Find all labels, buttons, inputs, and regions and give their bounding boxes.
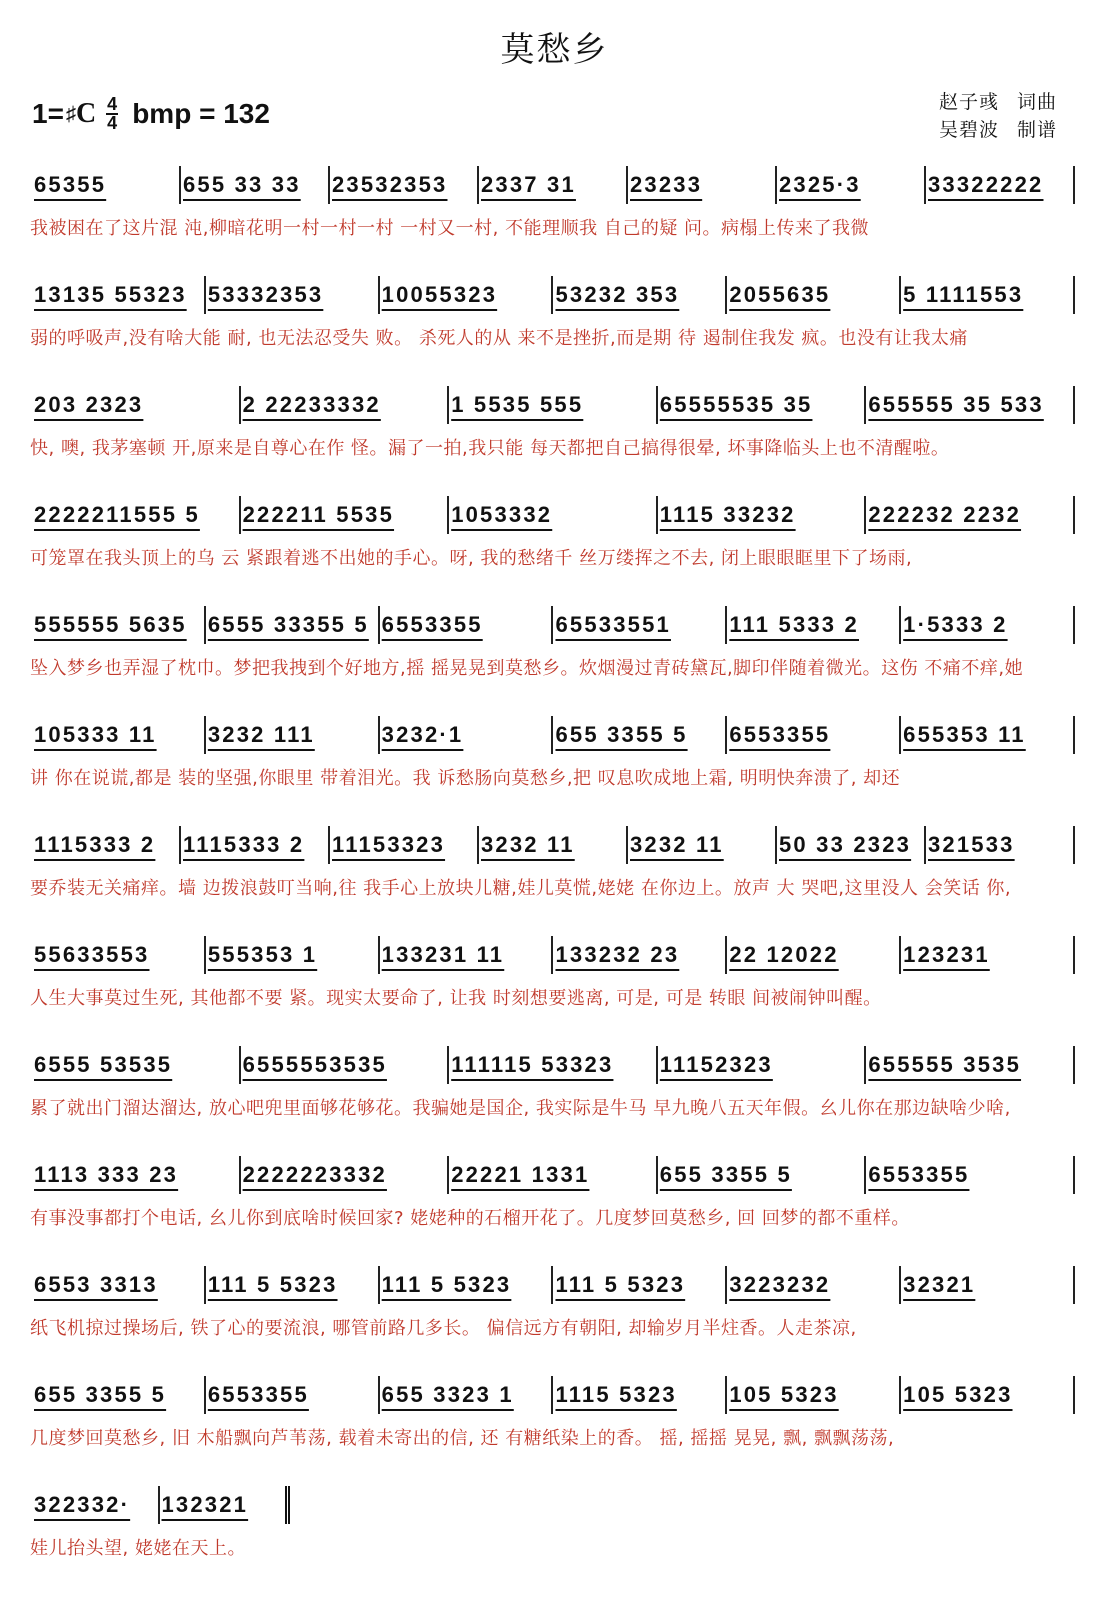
- measure: 6553355: [380, 606, 554, 644]
- score-line: [30, 930, 1075, 1040]
- measure: 53332353: [206, 276, 380, 314]
- measure: 53232 353: [553, 276, 727, 314]
- measure: 23532353: [330, 166, 479, 204]
- key-tonic: C: [75, 98, 97, 129]
- score-line: [30, 710, 1075, 820]
- measure: 32321: [901, 1266, 1075, 1304]
- notation-line: [30, 826, 1075, 864]
- time-signature-bottom: 4: [107, 113, 118, 133]
- measure: 50 33 2323: [777, 826, 926, 864]
- measure: 321533: [926, 826, 1075, 864]
- measure: 133231 11: [380, 936, 554, 974]
- tempo-marking: bmp = 132: [132, 98, 270, 129]
- measure: 1115 5323: [553, 1376, 727, 1414]
- credits: [939, 88, 1057, 144]
- measure: 111 5333 2: [727, 606, 901, 644]
- notation-line: [30, 1266, 1075, 1304]
- measure: 105 5323: [727, 1376, 901, 1414]
- time-signature-top: 4: [107, 94, 118, 114]
- measure: 111115 53323: [449, 1046, 658, 1084]
- sharp-symbol: ♯: [65, 102, 76, 125]
- measure: 10055323: [380, 276, 554, 314]
- notation-line: [30, 1376, 1075, 1414]
- measure: 1115333 2: [30, 826, 181, 864]
- measure: 2222223332: [241, 1156, 450, 1194]
- lyrics-line: 坠入梦乡也弄湿了枕巾。梦把我拽到个好地方,摇 摇晃晃到莫愁乡。炊烟漫过青砖黛瓦,脚印伴随着微光。这伤 不痛不痒,她: [30, 658, 1024, 679]
- measure: 2337 31: [479, 166, 628, 204]
- credit-line: [939, 116, 1057, 144]
- measure: 222232 2232: [866, 496, 1075, 534]
- measure: 3232 111: [206, 716, 380, 754]
- measure: 105 5323: [901, 1376, 1075, 1414]
- score-line: [30, 1150, 1075, 1260]
- measure: 555555 5635: [30, 606, 206, 644]
- measure: 2 22233332: [241, 386, 450, 424]
- notation-line: [30, 716, 1075, 754]
- notation-line: [30, 496, 1075, 534]
- lyrics-line: 几度梦回莫愁乡, 旧 木船飘向芦苇荡, 载着未寄出的信, 还 有糖纸染上的香。 摇, 摇摇 晃晃, 飘, 飘飘荡荡,: [30, 1428, 895, 1449]
- lyrics-line: 有事没事都打个电话, 幺儿你到底啥时候回家? 姥姥种的石榴开花了。几度梦回莫愁乡, 回 回梦的都不重样。: [30, 1208, 910, 1229]
- measure: 22 12022: [727, 936, 901, 974]
- score-line: [30, 600, 1075, 710]
- measure: 5 1111553: [901, 276, 1075, 314]
- credit-role: 词曲: [1016, 91, 1057, 113]
- measure: 3232 11: [479, 826, 628, 864]
- measure: 222211 5535: [241, 496, 450, 534]
- measure: 1 5535 555: [449, 386, 658, 424]
- measure: 655 3323 1: [380, 1376, 554, 1414]
- measure: 203 2323: [30, 386, 241, 424]
- key-prefix: 1=: [32, 98, 64, 129]
- notation-line: [30, 276, 1075, 314]
- measure: 33322222: [926, 166, 1075, 204]
- measure: 1115333 2: [181, 826, 330, 864]
- score-line: [30, 490, 1075, 600]
- measure: 3232·1: [380, 716, 554, 754]
- measure: 3223232: [727, 1266, 901, 1304]
- measure: 13135 55323: [30, 276, 206, 314]
- measure: 555353 1: [206, 936, 380, 974]
- score-line: [30, 1370, 1075, 1480]
- notation-line: [30, 1046, 1075, 1084]
- score-line: [30, 1040, 1075, 1150]
- measure: 11152323: [658, 1046, 867, 1084]
- score-line: [30, 820, 1075, 930]
- measure: 2055635: [727, 276, 901, 314]
- credit-role: 制谱: [1016, 119, 1057, 141]
- measure: 22221 1331: [449, 1156, 658, 1194]
- lyrics-line: 讲 你在说谎,都是 装的坚强,你眼里 带着泪光。我 诉愁肠向莫愁乡,把 叹息吹成地上霜, 明明快奔溃了, 却还: [30, 768, 901, 789]
- measure: 111 5 5323: [206, 1266, 380, 1304]
- measure: 1115 33232: [658, 496, 867, 534]
- time-signature: [106, 96, 118, 132]
- song-title: 莫愁乡: [500, 30, 609, 70]
- notation-line: [30, 606, 1075, 644]
- measure: 105333 11: [30, 716, 206, 754]
- measure: 2222211555 5: [30, 496, 241, 534]
- measure: 1·5333 2: [901, 606, 1075, 644]
- score-line: [30, 1260, 1075, 1370]
- credit-line: [939, 88, 1057, 116]
- measure: 655555 3535: [866, 1046, 1075, 1084]
- key-signature: [32, 96, 270, 132]
- notation-line: [30, 386, 1075, 424]
- measure: 6555553535: [241, 1046, 450, 1084]
- lyrics-line: 我被困在了这片混 沌,柳暗花明一村一村一村 一村又一村, 不能理顺我 自己的疑 问。病榻上传来了我微: [30, 218, 870, 239]
- lyrics-line: 快, 噢, 我茅塞顿 开,原来是自尊心在作 怪。漏了一拍,我只能 每天都把自己搞得很晕, 坏事降临头上也不清醒啦。: [30, 438, 950, 459]
- measure: 322332·: [30, 1486, 160, 1524]
- measure: 6553355: [866, 1156, 1075, 1194]
- lyrics-line: 可笼罩在我头顶上的乌 云 紧跟着逃不出她的手心。呀, 我的愁绪千 丝万缕挥之不去, 闭上眼眼眶里下了场雨,: [30, 548, 913, 569]
- measure: 655555 35 533: [866, 386, 1075, 424]
- measure: 132321: [160, 1486, 291, 1524]
- measure: 655 3355 5: [30, 1376, 206, 1414]
- measure: 111 5 5323: [380, 1266, 554, 1304]
- credit-name: 吴碧波: [938, 119, 999, 141]
- measure: 6555 33355 5: [206, 606, 380, 644]
- measure: 6553355: [727, 716, 901, 754]
- measure: 6553355: [206, 1376, 380, 1414]
- score-line: [30, 270, 1075, 380]
- lyrics-line: 弱的呼吸声,没有啥大能 耐, 也无法忍受失 败。 杀死人的从 来不是挫折,而是期 待 遏制住我发 疯。也没有让我太痛: [30, 328, 968, 349]
- measure: 55633553: [30, 936, 206, 974]
- lyrics-line: 累了就出门溜达溜达, 放心吧兜里面够花够花。我骗她是国企, 我实际是牛马 早九晚八五天年假。幺儿你在那边缺啥少啥,: [30, 1098, 1011, 1119]
- credit-name: 赵子彧: [938, 91, 999, 113]
- measure: 6555 53535: [30, 1046, 241, 1084]
- score-line: [30, 160, 1075, 270]
- score: [30, 160, 1075, 1590]
- measure: 6553 3313: [30, 1266, 206, 1304]
- measure: 3232 11: [628, 826, 777, 864]
- measure: 65533551: [553, 606, 727, 644]
- measure: 11153323: [330, 826, 479, 864]
- notation-line: [30, 1156, 1075, 1194]
- measure: 65355: [30, 166, 181, 204]
- measure: 655 3355 5: [658, 1156, 867, 1194]
- measure: 133232 23: [553, 936, 727, 974]
- measure: 2325·3: [777, 166, 926, 204]
- lyrics-line: 纸飞机掠过操场后, 铁了心的要流浪, 哪管前路几多长。 偏信远方有朝阳, 却输岁月半炷香。人走茶凉,: [30, 1318, 857, 1339]
- score-line: [30, 1480, 1075, 1590]
- notation-line: [30, 166, 1075, 204]
- measure: 655353 11: [901, 716, 1075, 754]
- measure: 23233: [628, 166, 777, 204]
- measure: 655 33 33: [181, 166, 330, 204]
- measure: 655 3355 5: [553, 716, 727, 754]
- measure: 1113 333 23: [30, 1156, 241, 1194]
- score-line: [30, 380, 1075, 490]
- measure: 1053332: [449, 496, 658, 534]
- notation-line: [30, 1486, 290, 1524]
- notation-line: [30, 936, 1075, 974]
- lyrics-line: 人生大事莫过生死, 其他都不要 紧。现实太要命了, 让我 时刻想要逃离, 可是, 可是 转眼 间被闹钟叫醒。: [30, 988, 882, 1009]
- lyrics-line: 要乔装无关痛痒。墙 边拨浪鼓叮当响,往 我手心上放块儿糖,娃儿莫慌,姥姥 在你边上。放声 大 哭吧,这里没人 会笑话 你,: [30, 878, 1012, 899]
- lyrics-line: 娃儿抬头望, 姥姥在天上。: [30, 1538, 246, 1559]
- measure: 123231: [901, 936, 1075, 974]
- measure: 111 5 5323: [553, 1266, 727, 1304]
- measure: 65555535 35: [658, 386, 867, 424]
